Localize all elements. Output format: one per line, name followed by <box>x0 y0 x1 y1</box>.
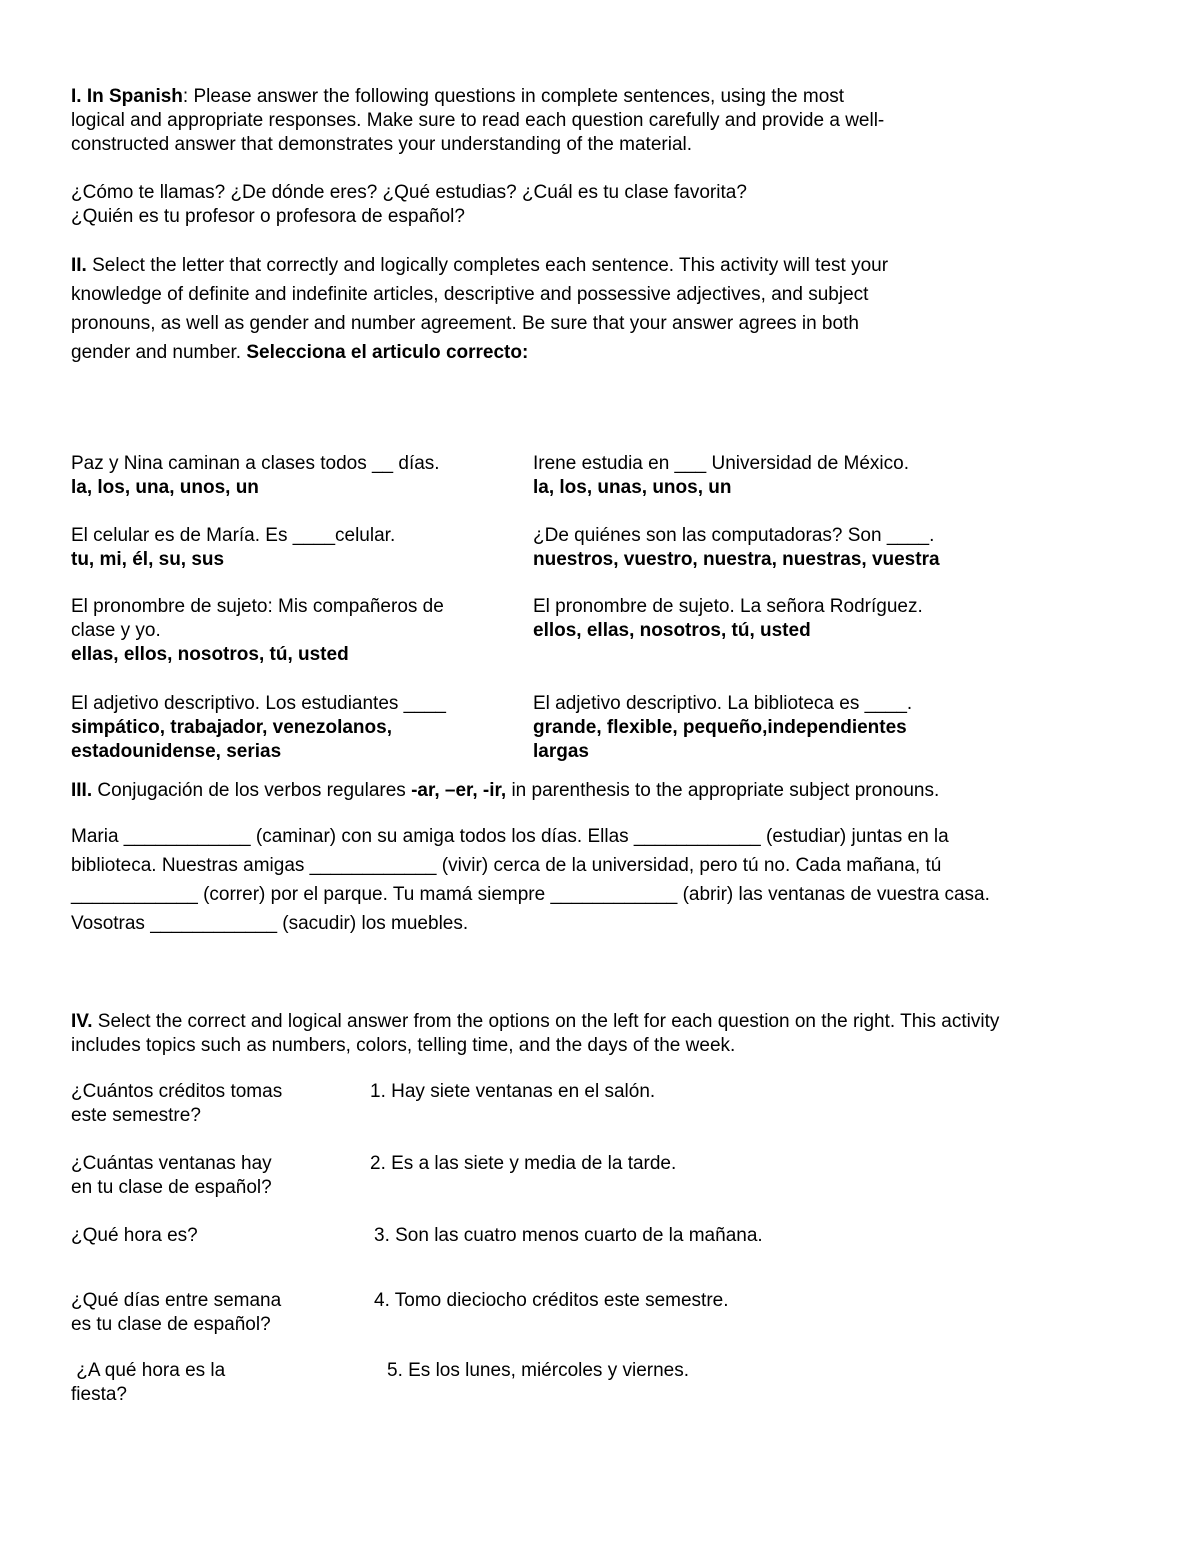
item-options: ellos, ellas, nosotros, tú, usted <box>533 620 811 641</box>
item-prompt: clase y yo. <box>71 620 161 641</box>
section-1-label: In Spanish <box>86 86 183 107</box>
matching-answer: 4. Tomo dieciocho créditos este semestre. <box>374 1290 729 1311</box>
item-prompt: El celular es de María. Es ____celular. <box>71 525 396 546</box>
item-prompt: El adjetivo descriptivo. La biblioteca es ____. <box>533 693 913 714</box>
section-2-item <box>533 452 909 500</box>
section-4-line-1: IV. Select the correct and logical answer from the options on the left for each question on the right. This activity <box>71 1011 1000 1032</box>
item-options: largas <box>533 741 589 762</box>
section-2-item <box>71 595 444 667</box>
matching-question: ¿Qué días entre semana es tu clase de español? <box>71 1290 282 1335</box>
paragraph-line: ____________ (correr) por el parque. Tu mamá siempre ____________ (abrir) las ventanas de vuestra casa. <box>71 884 990 905</box>
section-2-text: gender and number. <box>71 342 242 363</box>
matching-question: ¿Cuántos créditos tomas este semestre? <box>71 1081 283 1126</box>
section-2-text: Select the letter that correctly and logically completes each sentence. This activity will test your <box>86 255 889 276</box>
matching-answer: 2. Es a las siete y media de la tarde. <box>370 1153 677 1174</box>
matching-answer: 3. Son las cuatro menos cuarto de la mañana. <box>374 1225 763 1246</box>
section-2-item <box>533 595 923 643</box>
item-prompt: Irene estudia en ___ Universidad de México. <box>533 453 910 474</box>
verb-endings: -ar, –er, -ir, <box>411 780 507 801</box>
section-2-item <box>533 524 940 572</box>
paragraph-line: Vosotras ____________ (sacudir) los muebles. <box>71 913 469 934</box>
section-3-line-1: III. Conjugación de los verbos regulares -ar, –er, -ir, in parenthesis to the appropriate subject pronouns. <box>71 780 940 801</box>
matching-answer: 1. Hay siete ventanas en el salón. <box>370 1081 656 1102</box>
section-2-item <box>71 692 446 764</box>
section-1-text: : Please answer the following questions in complete sentences, using the most <box>182 86 845 107</box>
section-1-questions <box>71 181 747 229</box>
section-2-line-3: pronouns, as well as gender and number agreement. Be sure that your answer agrees in both <box>71 313 859 334</box>
section-1-line-2: logical and appropriate responses. Make sure to read each question carefully and provide a well- <box>71 110 885 131</box>
section-2-number: II. <box>71 255 87 276</box>
item-options: estadounidense, serias <box>71 741 282 762</box>
item-prompt: El adjetivo descriptivo. Los estudiantes ____ <box>71 693 446 714</box>
section-4-instructions <box>71 1010 999 1058</box>
section-1-instructions <box>71 85 884 157</box>
paragraph-line: biblioteca. Nuestras amigas ____________ (vivir) cerca de la universidad, pero tú no. Cada mañana, tú <box>71 855 942 876</box>
section-2-line-2: knowledge of definite and indefinite articles, descriptive and possessive adjectives, and subject <box>71 284 869 305</box>
item-options: tu, mi, él, su, sus <box>71 549 225 570</box>
item-options: ellas, ellos, nosotros, tú, usted <box>71 644 349 665</box>
matching-question: ¿A qué hora es la fiesta? <box>71 1360 226 1405</box>
section-4-number: IV. <box>71 1011 93 1032</box>
item-prompt: Paz y Nina caminan a clases todos __ días. <box>71 453 440 474</box>
section-1-number: I. <box>71 86 82 107</box>
section-2-item <box>71 524 395 572</box>
section-2-item <box>533 692 912 764</box>
section-1-line-3: constructed answer that demonstrates your understanding of the material. <box>71 134 693 155</box>
section-1-question-line: ¿Cómo te llamas? ¿De dónde eres? ¿Qué estudias? ¿Cuál es tu clase favorita? <box>71 182 747 203</box>
section-4-line-2: includes topics such as numbers, colors, telling time, and the days of the week. <box>71 1035 736 1056</box>
matching-question: ¿Cuántas ventanas hay en tu clase de español? <box>71 1153 272 1198</box>
section-2-instruction: Selecciona el articulo correcto: <box>246 342 529 363</box>
section-2-line-1 <box>71 251 888 280</box>
item-options: nuestros, vuestro, nuestra, nuestras, vuestra <box>533 549 940 570</box>
section-3-paragraph <box>71 822 990 938</box>
matching-question: ¿Qué hora es? <box>71 1225 198 1246</box>
item-options: simpático, trabajador, venezolanos, <box>71 717 392 738</box>
paragraph-line: Maria ____________ (caminar) con su amiga todos los días. Ellas ____________ (estudiar) juntas en la <box>71 826 949 847</box>
matching-answer: 5. Es los lunes, miércoles y viernes. <box>387 1360 690 1381</box>
section-3-instructions <box>71 779 939 803</box>
section-2-instructions <box>71 251 888 367</box>
item-prompt: El pronombre de sujeto. La señora Rodríguez. <box>533 596 923 617</box>
section-2-item <box>71 452 440 500</box>
section-3-number: III. <box>71 780 93 801</box>
item-prompt: ¿De quiénes son las computadoras? Son ____. <box>533 525 935 546</box>
item-options: la, los, unas, unos, un <box>533 477 732 498</box>
item-options: grande, flexible, pequeño,independientes <box>533 717 907 738</box>
section-1-question-line: ¿Quién es tu profesor o profesora de español? <box>71 206 465 227</box>
item-prompt: El pronombre de sujeto: Mis compañeros de <box>71 596 444 617</box>
section-2-line-4 <box>71 338 888 367</box>
item-options: la, los, una, unos, un <box>71 477 259 498</box>
section-1-line-1 <box>71 85 884 109</box>
